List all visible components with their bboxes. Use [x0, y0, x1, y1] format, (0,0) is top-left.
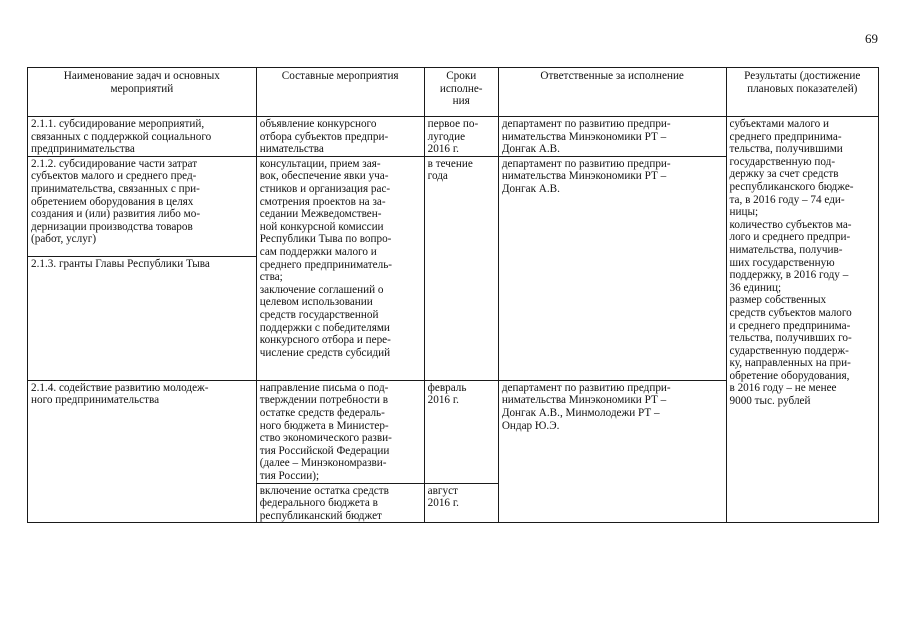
task-2-1-3: 2.1.3. гранты Главы Республики Тыва [28, 256, 257, 380]
task-2-1-4: 2.1.4. содействие развитию молодеж- ного предпринимательства [28, 380, 257, 523]
term-cell: первое по- лугодие 2016 г. [424, 117, 498, 157]
plan-table [27, 67, 879, 523]
responsible-cell: департамент по развитию предпри- нимательства Минэкономики РТ – Донгак А.В. [498, 156, 726, 380]
task-2-1-2: 2.1.2. субсидирование части затрат субъектов малого и среднего пред- принимательства, связанных с при- обретением оборудования в целях создания и (или) развития либо мо- дернизации производства товаров (работ, услуг) [28, 156, 257, 256]
header-results: Результаты (достижение плановых показателей) [726, 68, 879, 117]
event-cell: консультации, прием зая- вок, обеспечение явки уча- стников и организация рас- смотрения проектов на за- седании Межведомствен- ной конкурсной комиссии Республики Тыва по вопро- сам поддержки малого и среднего предприниматель- ства; заключение соглашений о целевом использовании средств государственной поддержки с победителями конкурсного отбора и пере- числение средств субсидий [256, 156, 424, 380]
term-cell: август 2016 г. [424, 483, 498, 523]
header-row [28, 68, 879, 117]
event-cell: направление письма о под- тверждении потребности в остатке средств федераль- ного бюджета в Министер- ство экономического разви- тия Российской Федерации (далее – Минэкономразви- тия России); [256, 380, 424, 483]
header-events: Составные мероприятия [256, 68, 424, 117]
table-row [28, 117, 879, 157]
term-cell: в течение года [424, 156, 498, 380]
header-responsible: Ответственные за исполнение [498, 68, 726, 117]
event-cell: объявление конкурсного отбора субъектов предпри- нимательства [256, 117, 424, 157]
header-task: Наименование задач и основных мероприятий [28, 68, 257, 117]
results-cell: субъектами малого и среднего предпринима- тельства, получившими государственную под- держку за счет средств республиканского бюдже- та, в 2016 году – 74 еди- ницы; количество субъектов ма- лого и среднего предпри- нимательства, получив- ших государственную поддержку, в 2016 году – 36 единиц; размер собственных средств субъектов малого и среднего предпринима- тельства, получивших го- сударственную поддерж- ку, направленных на при- обретение оборудования, в 2016 году – не менее 9000 тыс. рублей [726, 117, 879, 523]
header-terms: Сроки исполне- ния [424, 68, 498, 117]
task-2-1-1: 2.1.1. субсидирование мероприятий, связанных с поддержкой социального предпринимательства [28, 117, 257, 157]
responsible-cell: департамент по развитию предпри- нимательства Минэкономики РТ – Донгак А.В., Минмолодежи РТ – Ондар Ю.Э. [498, 380, 726, 523]
responsible-cell: департамент по развитию предпри- нимательства Минэкономики РТ – Донгак А.В. [498, 117, 726, 157]
event-cell: включение остатка средств федерального бюджета в республиканский бюджет [256, 483, 424, 523]
term-cell: февраль 2016 г. [424, 380, 498, 483]
page-number: 69 [865, 31, 878, 46]
